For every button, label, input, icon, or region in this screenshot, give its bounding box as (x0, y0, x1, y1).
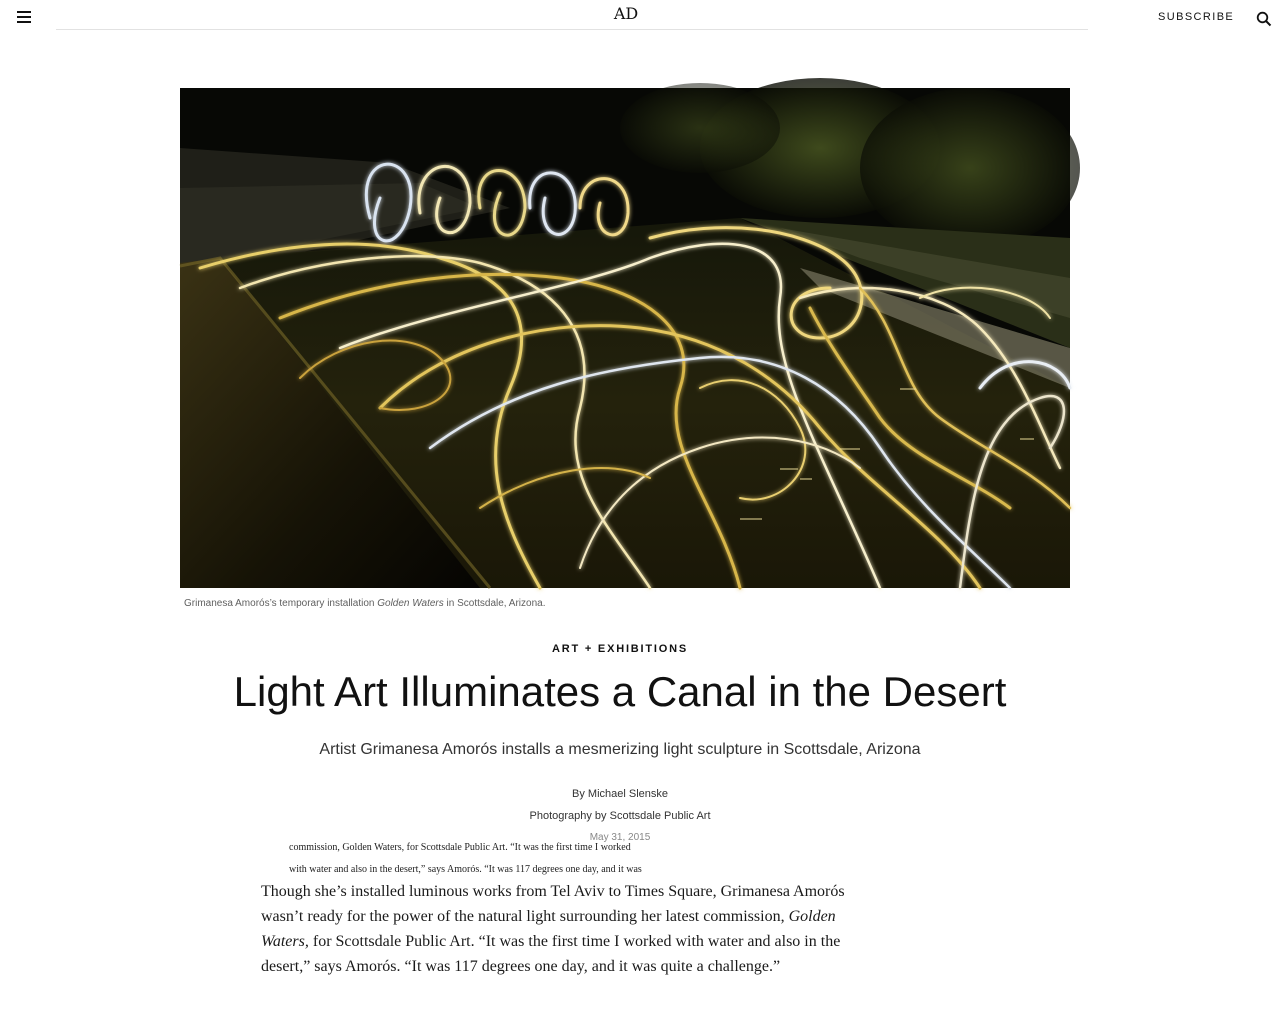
hero-image[interactable] (180, 88, 1070, 588)
photo-credit: Photography by Scottsdale Public Art (529, 810, 711, 822)
site-logo[interactable] (614, 4, 638, 22)
caption-artwork-title: Golden Waters (377, 598, 444, 609)
article-byline: By Michael Slenske (572, 788, 668, 800)
article-rubric (0, 643, 1240, 655)
ghost-text-fragment: commission, Golden Waters, for Scottsdale Public Art. “It was the first time I worked (289, 842, 631, 853)
svg-text:AD: AD (613, 4, 639, 23)
search-icon[interactable] (1256, 11, 1272, 27)
subscribe-link[interactable]: SUBSCRIBE (1158, 11, 1235, 23)
article-dek: Artist Grimanesa Amorós installs a mesmerizing light sculpture in Scottsdale, Arizona (319, 741, 921, 758)
nav-divider (56, 29, 1088, 30)
author-link[interactable]: Michael Slenske (587, 788, 668, 800)
publish-date: May 31, 2015 (589, 832, 651, 843)
artwork-title: Golden Waters, (261, 908, 836, 950)
ghost-text-line: with water and also in the desert,” says Amorós. “It was 117 degrees one day, and it was (289, 864, 642, 875)
hero-caption: Grimanesa Amorós’s temporary installation Golden Waters in Scottsdale, Arizona. (184, 598, 546, 609)
hamburger-menu-icon[interactable] (17, 11, 31, 23)
article-headline: Light Art Illuminates a Canal in the Desert (233, 668, 1007, 715)
rubric-link[interactable]: ART + EXHIBITIONS (551, 643, 689, 655)
top-navigation (0, 0, 1280, 30)
article-body-paragraph: Though she’s installed luminous works from Tel Aviv to Times Square, Grimanesa Amorós wasn’t ready for the power of the natural light surrounding her latest commission, Golden Waters, for Scottsdale Public Art. “It was the first time I worked with water and also in the desert,” says Amorós. “It was 117 degrees one day, and it was quite a challenge.” (261, 883, 845, 975)
